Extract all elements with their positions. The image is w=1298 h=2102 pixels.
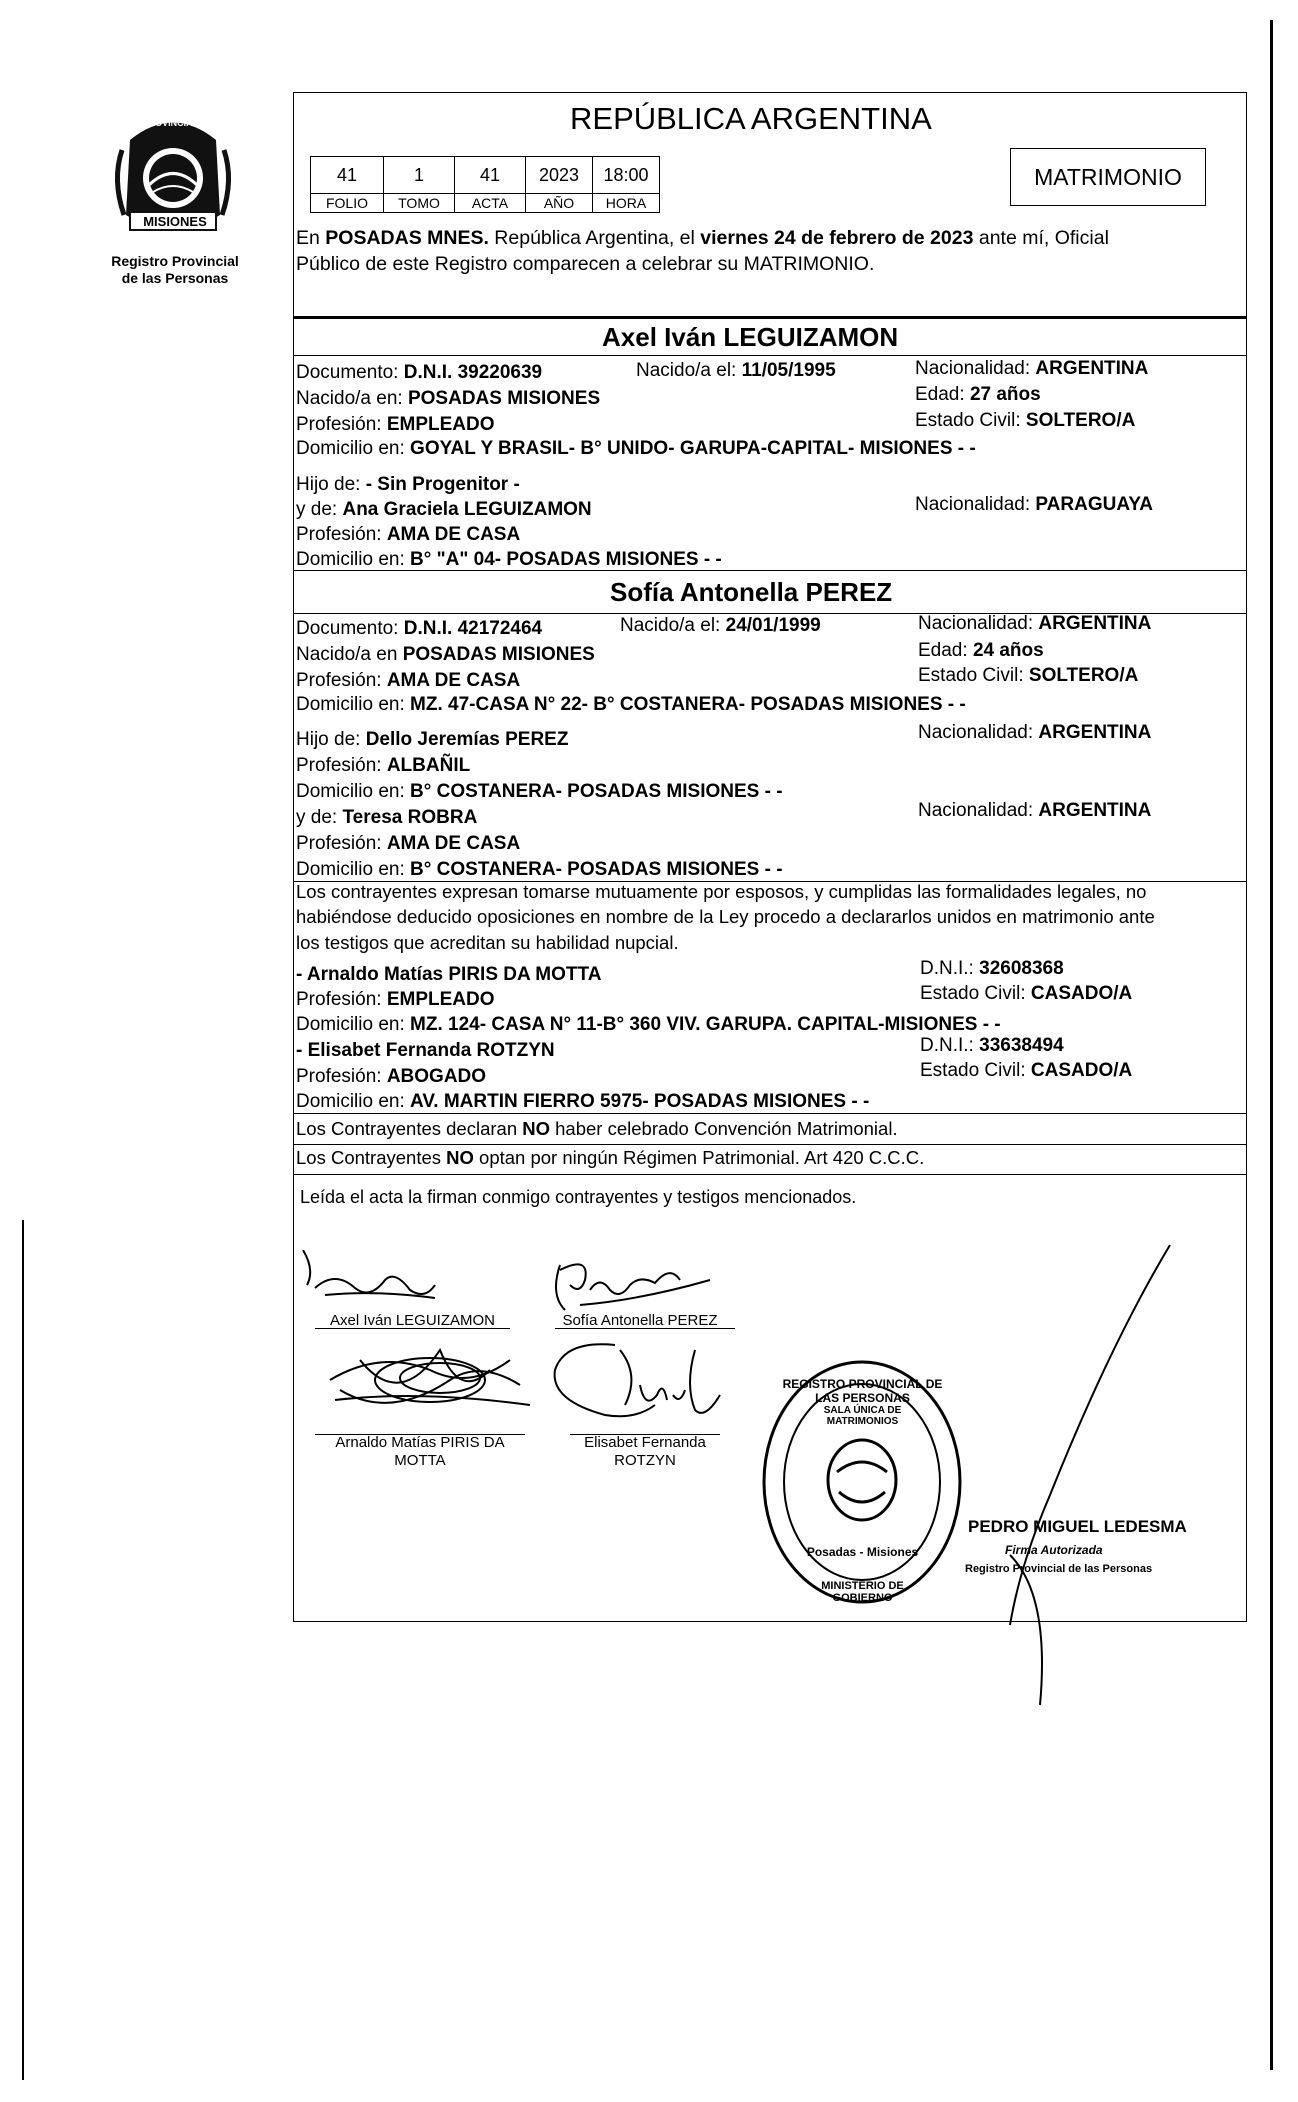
closing-text: Leída el acta la firman conmigo contrayentes y testigos mencionados.: [300, 1187, 857, 1207]
field-folio-label: FOLIO: [310, 193, 384, 213]
field-ano-label: AÑO: [525, 193, 593, 213]
spouse1-madre-nacionalidad: Nacionalidad: PARAGUAYA: [915, 494, 1153, 515]
spouse2-profesion: Profesión: AMA DE CASA: [296, 670, 521, 691]
declaration-line-3: los testigos que acreditan su habilidad nupcial.: [296, 932, 679, 953]
witness2-profesion: Profesión: ABOGADO: [296, 1066, 487, 1087]
seal-ring-text: REGISTRO PROVINCIAL DE LAS PERSONAS: [782, 1377, 943, 1405]
registry-name-line1: Registro Provincial: [111, 253, 239, 269]
seal-inner-text: SALA ÚNICA DE MATRIMONIOS: [823, 1405, 902, 1427]
spouse2-documento: Documento: D.N.I. 42172464: [296, 618, 543, 639]
frame-left: [293, 92, 294, 1622]
record-type-box: MATRIMONIO: [1010, 148, 1206, 206]
spouse1-documento: Documento: D.N.I. 39220639: [296, 362, 543, 383]
spouse2-nacido-el: Nacido/a el: 24/01/1999: [620, 615, 821, 636]
spouse2-name: Sofía Antonella PEREZ: [610, 577, 893, 607]
regime-line-2: Los Contrayentes NO optan por ningún Régimen Patrimonial. Art 420 C.C.C.: [296, 1147, 925, 1168]
official-line3: Registro Provincial de las Personas: [965, 1563, 1153, 1575]
field-ano-value: 2023: [525, 156, 593, 194]
spouse1-name-rule: [293, 355, 1246, 356]
witness2-estado: Estado Civil: CASADO/A: [920, 1060, 1133, 1081]
frame-right: [1246, 92, 1247, 1622]
seal-city: Posadas - Misiones: [806, 1545, 919, 1559]
witness2-dni: D.N.I.: 33638494: [920, 1035, 1064, 1056]
spouse2-edad: Edad: 24 años: [918, 640, 1044, 661]
logo-text-bottom: MISIONES: [143, 214, 207, 229]
field-acta-label: ACTA: [454, 193, 526, 213]
signature-label-3b: MOTTA: [394, 1452, 446, 1469]
field-folio-value: 41: [310, 156, 384, 194]
signature-elisabet: [545, 1335, 745, 1430]
regime-mid-rule: [293, 1144, 1246, 1145]
spouse1-edad: Edad: 27 años: [915, 384, 1041, 405]
spouse2-hijo-de: Hijo de: Dello Jeremías PEREZ: [296, 729, 569, 750]
field-hora-value: 18:00: [592, 156, 660, 194]
declaration-line-2: habiéndose deducido oposiciones en nombre de la Ley procedo a declararlos unidos en matrimonio ante: [296, 906, 1155, 927]
right-margin-line: [1270, 20, 1273, 2070]
signature-label-1: Axel Iván LEGUIZAMON: [329, 1312, 496, 1329]
regime-top-rule: [293, 1113, 1246, 1114]
logo-text-top: PROVINCIA DE: [142, 118, 208, 128]
field-acta-value: 41: [454, 156, 526, 194]
seal-bottom-text: MINISTERIO DE GOBIERNO: [821, 1580, 904, 1604]
declaration-line-1: Los contrayentes expresan tomarse mutuamente por esposos, y cumplidas las formalidades legales, no: [296, 881, 1147, 902]
witness2-name: - Elisabet Fernanda ROTZYN: [296, 1040, 555, 1061]
spouse2-nacido-en: Nacido/a en POSADAS MISIONES: [296, 644, 595, 665]
spouse2-madre-domicilio: Domicilio en: B° COSTANERA- POSADAS MISIONES - -: [296, 859, 783, 880]
intro-line-1: En POSADAS MNES. República Argentina, el viernes 24 de febrero de 2023 ante mí, Oficial: [296, 227, 1109, 249]
spouse2-madre-nacionalidad: Nacionalidad: ARGENTINA: [918, 800, 1152, 821]
signature-arnaldo: [320, 1330, 540, 1430]
field-tomo-label: TOMO: [383, 193, 455, 213]
signature-label-4a: Elisabet Fernanda: [584, 1434, 706, 1451]
spouse1-hijo-de: Hijo de: - Sin Progenitor -: [296, 474, 520, 495]
witness1-name: - Arnaldo Matías PIRIS DA MOTTA: [296, 964, 602, 985]
field-tomo-value: 1: [383, 156, 455, 194]
spouse2-madre-profesion: Profesión: AMA DE CASA: [296, 833, 521, 854]
regime-bottom-rule: [293, 1174, 1246, 1175]
spouse2-nacionalidad: Nacionalidad: ARGENTINA: [918, 613, 1152, 634]
signature-label-4b: ROTZYN: [614, 1452, 676, 1469]
spouse1-nacido-el: Nacido/a el: 11/05/1995: [636, 360, 836, 381]
spouse2-top-rule: [293, 570, 1246, 571]
spouse1-estado: Estado Civil: SOLTERO/A: [915, 410, 1136, 431]
official-flourish: [930, 1235, 1190, 1715]
registry-name-line2: de las Personas: [121, 270, 229, 286]
spouse1-madre-profesion: Profesión: AMA DE CASA: [296, 524, 521, 545]
spouse2-padre-nacionalidad: Nacionalidad: ARGENTINA: [918, 722, 1152, 743]
witness1-dni: D.N.I.: 32608368: [920, 958, 1064, 979]
spouse1-top-rule: [293, 316, 1246, 319]
spouse2-padre-profesion: Profesión: ALBAÑIL: [296, 755, 471, 776]
spouse2-y-de: y de: Teresa ROBRA: [296, 807, 478, 828]
spouse1-name: Axel Iván LEGUIZAMON: [602, 322, 899, 352]
spouse2-domicilio: Domicilio en: MZ. 47-CASA N° 22- B° COSTANERA- POSADAS MISIONES - -: [296, 694, 966, 715]
witness1-estado: Estado Civil: CASADO/A: [920, 983, 1133, 1004]
signature-label-2: Sofía Antonella PEREZ: [562, 1312, 718, 1329]
signature-label-3a: Arnaldo Matías PIRIS DA: [335, 1434, 505, 1451]
witness1-profesion: Profesión: EMPLEADO: [296, 989, 495, 1010]
spouse1-y-de: y de: Ana Graciela LEGUIZAMON: [296, 499, 592, 520]
frame-top: [293, 92, 1246, 93]
spouse1-nacido-en: Nacido/a en: POSADAS MISIONES: [296, 388, 601, 409]
country-title: REPÚBLICA ARGENTINA: [570, 101, 932, 136]
province-logo: [108, 110, 238, 250]
witness1-domicilio: Domicilio en: MZ. 124- CASA N° 11-B° 360 VIV. GARUPA. CAPITAL-MISIONES - -: [296, 1014, 1001, 1035]
spouse1-nacionalidad: Nacionalidad: ARGENTINA: [915, 358, 1149, 379]
spouse1-domicilio: Domicilio en: GOYAL Y BRASIL- B° UNIDO- GARUPA-CAPITAL- MISIONES - -: [296, 438, 976, 459]
spouse2-padre-domicilio: Domicilio en: B° COSTANERA- POSADAS MISIONES - -: [296, 781, 783, 802]
left-margin-line: [22, 1220, 24, 2080]
official-name: PEDRO MIGUEL LEDESMA: [968, 1517, 1187, 1536]
witness2-domicilio: Domicilio en: AV. MARTIN FIERRO 5975- POSADAS MISIONES - -: [296, 1091, 870, 1112]
official-line2: Firma Autorizada: [1005, 1543, 1103, 1557]
regime-line-1: Los Contrayentes declaran NO haber celebrado Convención Matrimonial.: [296, 1118, 898, 1139]
intro-line-2: Público de este Registro comparecen a celebrar su MATRIMONIO.: [296, 253, 875, 275]
spouse1-madre-domicilio: Domicilio en: B° "A" 04- POSADAS MISIONES - -: [296, 549, 722, 570]
field-hora-label: HORA: [592, 193, 660, 213]
spouse2-estado: Estado Civil: SOLTERO/A: [918, 665, 1139, 686]
spouse1-profesion: Profesión: EMPLEADO: [296, 414, 495, 435]
